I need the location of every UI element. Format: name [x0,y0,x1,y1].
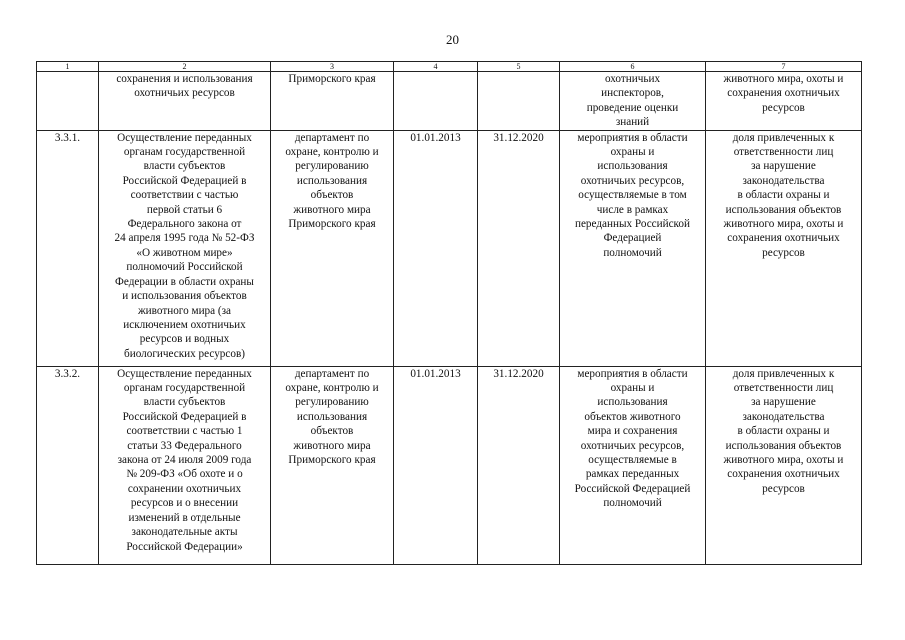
column-number-5: 5 [478,62,560,72]
indicator-cell: доля привлеченных к ответственности лиц за нарушение законодательства в области охраны и использования объектов животного мира, охоты и сохранения охотничьих ресурсов [706,130,862,366]
row-number-cell: 3.3.1. [37,130,99,366]
activity-name-cell: Осуществление переданных органам государственной власти субъектов Российской Федерацией в соответствии с частью первой статьи 6 Федерального закона от 24 апреля 1995 года № 52-ФЗ «О животном мире» полномочий Российской Федерации в области охраны и использования объектов животного мира (за исключением охотничьих ресурсов и водных биологических ресурсов) [99,130,271,366]
activity-name-cell: Осуществление переданных органам государственной власти субъектов Российской Федерацией в соответствии с частью 1 статьи 33 Федерального закона от 24 июля 2009 года № 209-ФЗ «Об охоте и о сохранении охотничьих ресурсов и о внесении изменений в отдельные законодательные акты Российской Федерации» [99,366,271,564]
column-number-1: 1 [37,62,99,72]
program-activities-table [36,61,862,565]
column-number-3: 3 [271,62,394,72]
executor-cell: Приморского края [271,72,394,131]
table-row-3-3-2 [37,366,862,564]
row-number-cell: 3.3.2. [37,366,99,564]
end-date-cell: 31.12.2020 [478,130,560,366]
column-number-6: 6 [560,62,706,72]
activities-cell: охотничьих инспекторов, проведение оценки знаний [560,72,706,131]
activities-cell: мероприятия в области охраны и использования охотничьих ресурсов, осуществляемые в том числе в рамках переданных Российской Федерацией полномочий [560,130,706,366]
column-number-row [37,62,862,72]
column-number-2: 2 [99,62,271,72]
row-number-cell [37,72,99,131]
column-number-4: 4 [394,62,478,72]
start-date-cell: 01.01.2013 [394,130,478,366]
activity-name-cell: сохранения и использования охотничьих ресурсов [99,72,271,131]
indicator-cell: животного мира, охоты и сохранения охотничьих ресурсов [706,72,862,131]
start-date-cell: 01.01.2013 [394,366,478,564]
column-number-7: 7 [706,62,862,72]
executor-cell: департамент по охране, контролю и регулированию использования объектов животного мира Приморского края [271,130,394,366]
activities-cell: мероприятия в области охраны и использования объектов животного мира и сохранения охотничьих ресурсов, осуществляемые в рамках переданных Российской Федерацией полномочий [560,366,706,564]
start-date-cell [394,72,478,131]
page-number: 20 [446,32,459,47]
executor-cell: департамент по охране, контролю и регулированию использования объектов животного мира Приморского края [271,366,394,564]
end-date-cell [478,72,560,131]
end-date-cell: 31.12.2020 [478,366,560,564]
table-row-continuation [37,72,862,131]
table-row-3-3-1 [37,130,862,366]
indicator-cell: доля привлеченных к ответственности лиц за нарушение законодательства в области охраны и использования объектов животного мира, охоты и сохранения охотничьих ресурсов [706,366,862,564]
